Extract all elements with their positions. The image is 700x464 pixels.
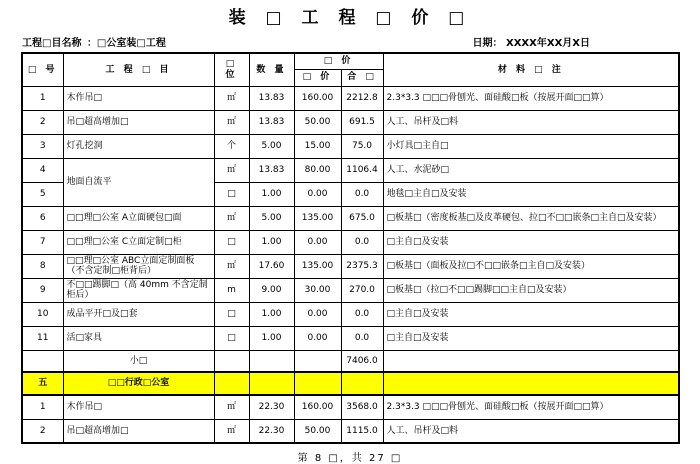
table-row <box>22 158 679 182</box>
col-header-total: 合 □ <box>341 69 383 86</box>
row-qty: 5.00 <box>249 206 294 230</box>
subtotal-row <box>22 350 679 372</box>
row-item: □□理□公室 ABC立面定制面板（不含定制□柜背后） <box>63 254 214 278</box>
row-no: 4 <box>22 158 63 182</box>
row-unit: ㎡ <box>214 254 249 278</box>
row-unit: □ <box>214 302 249 326</box>
row-unit: ㎡ <box>214 110 249 134</box>
col-header-price-group: □ 价 <box>294 53 383 69</box>
table-row <box>22 302 679 326</box>
row-unit-price: 30.00 <box>294 278 341 302</box>
row-item: 木作吊□ <box>63 86 214 110</box>
section-qty <box>249 372 294 395</box>
row-no: 1 <box>22 395 63 419</box>
row-unit: □ <box>214 326 249 350</box>
row-no: 6 <box>22 206 63 230</box>
section-unit-price <box>294 372 341 395</box>
col-header-unit: □ 位 <box>214 53 249 86</box>
row-item: 不□□踢脚□（高 40mm 不含定制柜后） <box>63 278 214 302</box>
table-row <box>22 86 679 110</box>
row-item: 成品平开□及□套 <box>63 302 214 326</box>
row-material: □主自□及安装 <box>383 302 679 326</box>
table-row <box>22 110 679 134</box>
row-no: 9 <box>22 278 63 302</box>
row-no: 1 <box>22 86 63 110</box>
row-unit: □ <box>214 230 249 254</box>
row-unit: 个 <box>214 134 249 158</box>
row-material: 地毯□主自□及安装 <box>383 182 679 206</box>
table-row <box>22 230 679 254</box>
project-name-label: 工程□目名称 <box>22 38 82 49</box>
table-row <box>22 134 679 158</box>
row-unit-price: 80.00 <box>294 158 341 182</box>
date-value: XXXX年XX月X日 <box>506 38 590 49</box>
row-qty: 1.00 <box>249 182 294 206</box>
subtotal-qty <box>249 350 294 372</box>
row-total: 1106.4 <box>341 158 383 182</box>
row-unit: m <box>214 278 249 302</box>
row-material: □主自□及安装 <box>383 230 679 254</box>
row-qty: 22.30 <box>249 395 294 419</box>
section-unit <box>214 372 249 395</box>
project-name-value: ：□公室装□工程 <box>86 38 166 49</box>
row-unit-price: 0.00 <box>294 302 341 326</box>
table-row <box>22 278 679 302</box>
row-total: 0.0 <box>341 182 383 206</box>
row-unit: □ <box>214 182 249 206</box>
subtotal-total: 7406.0 <box>341 350 383 372</box>
section-no: 五 <box>22 372 63 395</box>
row-unit: ㎡ <box>214 86 249 110</box>
subtotal-no <box>22 350 63 372</box>
row-item: 木作吊□ <box>63 395 214 419</box>
row-item: 活□家具 <box>63 326 214 350</box>
table-row <box>22 206 679 230</box>
table-row <box>22 419 679 443</box>
subtotal-unit <box>214 350 249 372</box>
info-row <box>22 34 678 49</box>
col-header-unit-price: □ 价 <box>294 69 341 86</box>
row-total: 3568.0 <box>341 395 383 419</box>
row-no: 5 <box>22 182 63 206</box>
row-material: 2.3*3.3 □□□骨刨光、面硅酸□板（按展开面□□算） <box>383 395 679 419</box>
row-qty: 13.83 <box>249 158 294 182</box>
row-total: 675.0 <box>341 206 383 230</box>
row-total: 75.0 <box>341 134 383 158</box>
subtotal-unit-price <box>294 350 341 372</box>
row-material: □主自□及安装 <box>383 326 679 350</box>
row-unit-price: 0.00 <box>294 326 341 350</box>
row-unit: ㎡ <box>214 419 249 443</box>
row-material: 小灯具□主自□ <box>383 134 679 158</box>
date-label: 日期： <box>472 38 503 49</box>
row-material: □板基□（拉□不□□踢脚□□主自□及安装） <box>383 278 679 302</box>
row-material: 人工、吊杆及□料 <box>383 419 679 443</box>
row-no: 3 <box>22 134 63 158</box>
row-unit-price: 15.00 <box>294 134 341 158</box>
row-qty: 1.00 <box>249 302 294 326</box>
row-item: 灯孔挖洞 <box>63 134 214 158</box>
row-unit-price: 0.00 <box>294 182 341 206</box>
row-material: □板基□（密度板基□及皮革硬包、拉□不□□嵌条□主自□及安装） <box>383 206 679 230</box>
row-unit-price: 0.00 <box>294 230 341 254</box>
col-header-no: □ 号 <box>22 53 63 86</box>
row-total: 270.0 <box>341 278 383 302</box>
col-header-item: 工 程 □ 目 <box>63 53 214 86</box>
row-total: 1115.0 <box>341 419 383 443</box>
row-item: □□理□公室 A立面硬包□面 <box>63 206 214 230</box>
quotation-table <box>21 52 680 444</box>
row-no: 2 <box>22 419 63 443</box>
row-material: □板基□（面板及拉□不□□嵌条□主自□及安装） <box>383 254 679 278</box>
row-total: 2212.8 <box>341 86 383 110</box>
row-material: 人工、水泥砂□ <box>383 158 679 182</box>
row-unit-price: 135.00 <box>294 254 341 278</box>
row-unit: ㎡ <box>214 158 249 182</box>
project-name-line <box>22 34 168 49</box>
col-header-material: 材 料 □ 注 <box>383 53 679 86</box>
row-qty: 17.60 <box>249 254 294 278</box>
header-row-top <box>22 53 679 69</box>
row-qty: 1.00 <box>249 230 294 254</box>
row-no: 8 <box>22 254 63 278</box>
row-unit-price: 50.00 <box>294 419 341 443</box>
row-qty: 5.00 <box>249 134 294 158</box>
row-item: 吊□超高增加□ <box>63 110 214 134</box>
row-unit-price: 50.00 <box>294 110 341 134</box>
row-total: 691.5 <box>341 110 383 134</box>
row-total: 0.0 <box>341 302 383 326</box>
row-unit-price: 160.00 <box>294 86 341 110</box>
page-number: 第 8 □，共 27 □ <box>297 453 403 464</box>
table-row <box>22 326 679 350</box>
row-item: □□理□公室 C立面定制□柜 <box>63 230 214 254</box>
section-header-row <box>22 372 679 395</box>
row-item-merged: 地面自流平 <box>63 158 214 206</box>
row-unit-price: 135.00 <box>294 206 341 230</box>
row-total: 0.0 <box>341 326 383 350</box>
row-qty: 9.00 <box>249 278 294 302</box>
row-qty: 13.83 <box>249 110 294 134</box>
row-total: 0.0 <box>341 230 383 254</box>
row-no: 2 <box>22 110 63 134</box>
row-item: 吊□超高增加□ <box>63 419 214 443</box>
row-qty: 22.30 <box>249 419 294 443</box>
row-qty: 13.83 <box>249 86 294 110</box>
row-unit: ㎡ <box>214 206 249 230</box>
row-no: 11 <box>22 326 63 350</box>
row-no: 10 <box>22 302 63 326</box>
section-total <box>341 372 383 395</box>
row-total: 2375.3 <box>341 254 383 278</box>
row-no: 7 <box>22 230 63 254</box>
table-row <box>22 254 679 278</box>
row-unit: ㎡ <box>214 395 249 419</box>
row-material: 人工、吊杆及□料 <box>383 110 679 134</box>
section-material <box>383 372 679 395</box>
table-row <box>22 395 679 419</box>
row-qty: 1.00 <box>249 326 294 350</box>
section-name: □□行政□公室 <box>63 372 214 395</box>
subtotal-label: 小□ <box>63 350 214 372</box>
col-header-qty: 数 量 <box>249 53 294 86</box>
subtotal-material <box>383 350 679 372</box>
row-unit-price: 160.00 <box>294 395 341 419</box>
page-title: 装 □ 工 程 □ 价 □ <box>228 8 472 28</box>
date-line <box>473 34 590 49</box>
row-material: 2.3*3.3 □□□骨刨光、面硅酸□板（按展开面□□算） <box>383 86 679 110</box>
